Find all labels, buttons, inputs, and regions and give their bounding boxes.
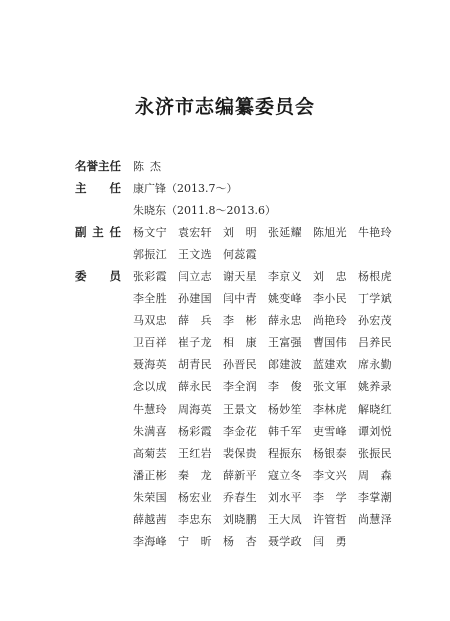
member-name: 刘晓鹏: [223, 513, 257, 527]
member-name: 秦 龙: [178, 468, 212, 482]
member-name: 李掌潮: [358, 490, 392, 504]
member-name: 宁 昕: [178, 535, 212, 549]
member-name: 刘 忠: [313, 270, 347, 283]
role-label-char: 员: [109, 269, 121, 283]
director-entry: [133, 202, 276, 218]
deputy-name: 刘 明: [223, 226, 257, 239]
member-name: 王景文: [223, 402, 257, 416]
member-name: 闫中青: [223, 292, 257, 306]
member-name: 孙建国: [178, 292, 212, 306]
member-name: 解晓红: [358, 402, 392, 416]
member-name: 李金花: [223, 424, 257, 438]
member-name: 闫立志: [178, 270, 212, 283]
member-name: 裴保贵: [223, 446, 257, 460]
member-name: 吕养民: [358, 336, 392, 350]
member-name: 丁学斌: [358, 292, 392, 306]
member-name: 卫百祥: [133, 336, 167, 350]
director-term: （2013.7～）: [166, 182, 238, 195]
member-name: 乔春生: [223, 490, 257, 504]
member-name: 尚艳玲: [313, 314, 347, 328]
member-name: 许管哲: [313, 513, 347, 527]
member-name: 李小民: [313, 292, 347, 306]
member-name: 张彩霞: [133, 270, 167, 283]
director-term: （2011.8～2013.6）: [166, 204, 276, 217]
role-label-char: 委: [75, 269, 87, 283]
director-label: [75, 180, 121, 196]
members-list: [133, 268, 403, 555]
role-label-char: 任: [109, 225, 121, 239]
role-label-char: 任: [109, 159, 121, 173]
member-name: 李京义: [268, 270, 302, 283]
deputy-name: 郭振江: [133, 248, 167, 262]
member-name: 薛 兵: [178, 314, 212, 328]
member-name: 张振民: [358, 446, 392, 460]
honorary-director-label: [75, 158, 121, 174]
deputy-name: 何蕊霞: [223, 248, 257, 262]
member-name: 王红岩: [178, 446, 212, 460]
member-name: 尚慧泽: [358, 513, 392, 527]
member-name: 寇立冬: [268, 468, 302, 482]
role-label-char: 名: [75, 159, 87, 173]
member-name: 席永勤: [358, 358, 392, 372]
member-name: 曹国伟: [313, 336, 347, 350]
member-name: 胡青民: [178, 358, 212, 372]
deputy-name: 王文选: [178, 248, 212, 262]
member-name: 李 彬: [223, 314, 257, 328]
director-entry: [133, 180, 238, 196]
member-name: 聂海英: [133, 358, 167, 372]
member-name: 闫 勇: [313, 535, 347, 549]
member-name: 王大凤: [268, 513, 302, 527]
member-name: 姚养录: [358, 380, 392, 394]
director-name: 朱晓东: [133, 204, 166, 217]
page-title: 永济市志编纂委员会: [134, 96, 315, 118]
member-name: 李全润: [223, 380, 257, 394]
member-name: 谢天星: [223, 270, 257, 283]
deputy-name: 牛艳玲: [358, 226, 392, 239]
member-name: 薛永民: [178, 380, 212, 394]
deputy-name: 杨文宁: [133, 226, 167, 239]
member-name: 崔子龙: [178, 336, 212, 350]
members-label: [75, 268, 121, 284]
member-name: 张文軍: [313, 380, 347, 394]
member-name: 杨银泰: [313, 446, 347, 460]
member-name: 高菊芸: [133, 446, 167, 460]
member-name: 周海英: [178, 402, 212, 416]
member-name: 吏雪峰: [313, 424, 347, 438]
member-name: 李林虎: [313, 402, 347, 416]
deputy-director-label: [75, 224, 121, 240]
member-name: 李文兴: [313, 468, 347, 482]
member-name: 孙晋民: [223, 358, 257, 372]
role-label-char: 任: [109, 181, 121, 195]
member-name: 谭刘悦: [358, 424, 392, 438]
deputy-director-list: [133, 224, 403, 268]
member-name: 韩千军: [268, 424, 302, 438]
member-name: 杨彩霞: [178, 424, 212, 438]
member-name: 杨根虎: [358, 270, 392, 283]
member-name: 周 森: [358, 468, 392, 482]
member-name: 牛慧玲: [133, 402, 167, 416]
member-name: 朱荣国: [133, 490, 167, 504]
member-name: 刘水平: [268, 490, 302, 504]
member-name: 薛越茜: [133, 513, 167, 527]
role-label-char: 主: [98, 159, 110, 173]
member-name: 李海峰: [133, 535, 167, 549]
member-name: 薛永忠: [268, 314, 302, 328]
member-name: 李 学: [313, 490, 347, 504]
role-label-char: 誉: [86, 159, 98, 173]
member-name: 杨宏业: [178, 490, 212, 504]
member-name: 王富强: [268, 336, 302, 350]
role-label-char: 主: [92, 225, 104, 239]
member-name: 姚变峰: [268, 292, 302, 306]
member-name: 马双忠: [133, 314, 167, 328]
member-name: 李 俊: [268, 380, 302, 394]
member-name: 朱满喜: [133, 424, 167, 438]
director-name: 康广锋: [133, 182, 166, 195]
member-name: 薛新平: [223, 468, 257, 482]
member-name: 杨妙笙: [268, 402, 302, 416]
honorary-director-name: 陈杰: [133, 160, 167, 173]
deputy-name: 袁宏轩: [178, 226, 212, 239]
member-name: 潘正彬: [133, 468, 167, 482]
deputy-name: 陈旭光: [313, 226, 347, 239]
member-name: 聂学政: [268, 535, 302, 549]
member-name: 程振东: [268, 446, 302, 460]
member-name: 念以成: [133, 380, 167, 394]
member-name: 李忠东: [178, 513, 212, 527]
member-name: 蓝建欢: [313, 358, 347, 372]
role-label-char: 副: [75, 225, 87, 239]
member-name: 孙宏茂: [358, 314, 392, 328]
deputy-name: 张延耀: [268, 226, 302, 239]
member-name: 杨 杏: [223, 535, 257, 549]
member-name: 郎建波: [268, 358, 302, 372]
member-name: 相 康: [223, 336, 257, 350]
member-name: 李全胜: [133, 292, 167, 306]
role-label-char: 主: [75, 181, 87, 195]
